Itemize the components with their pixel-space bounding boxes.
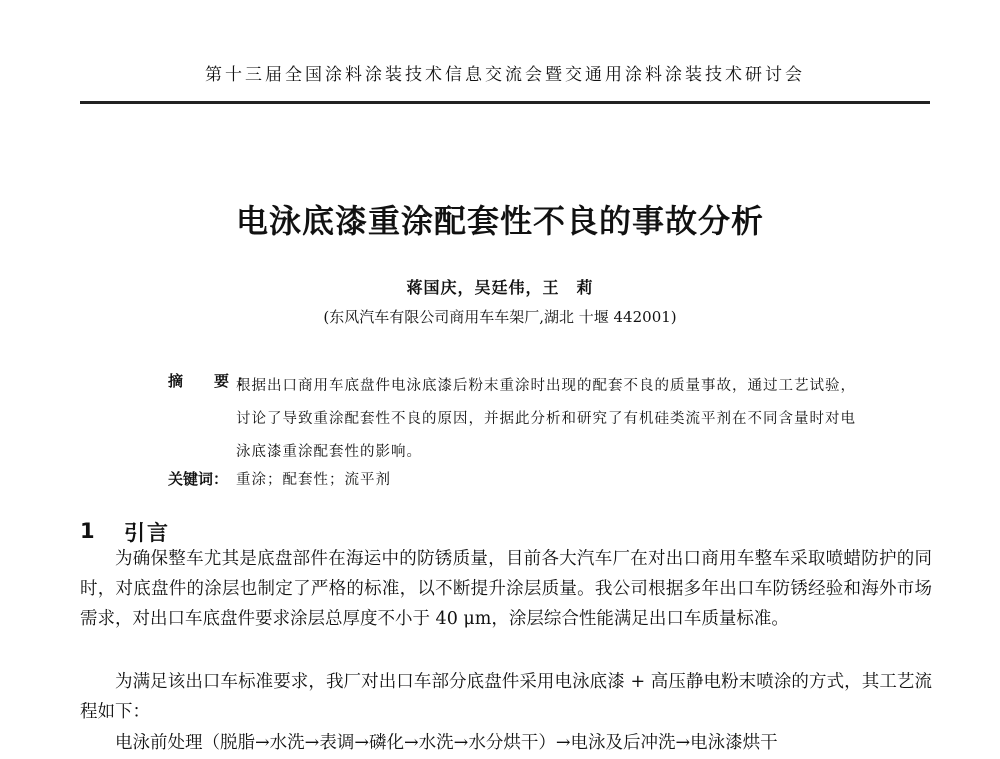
section-title: 引言 [124,521,170,545]
keywords-label: 关键词： [168,470,229,488]
abstract-label: 摘 要： [168,372,261,390]
section-number: 1 [80,519,95,543]
header-rule [80,101,930,104]
running-header: 第十三届全国涂料涂装技术信息交流会暨交通用涂料涂装技术研讨会 [205,65,805,85]
abstract-text: 根据出口商用车底盘件电泳底漆后粉末重涂时出现的配套不良的质量事故，通过工艺试验，讨论了导致重涂配套性不良的原因，并据此分析和研究了有机硅类流平剂在不同含量时对电泳底漆重涂配套性的影响。 [236,378,856,460]
body-paragraph: 为确保整车尤其是底盘部件在海运中的防锈质量，目前各大汽车厂在对出口商用车整车采取喷蜡防护的同时，对底盘件的涂层也制定了严格的标准，以不断提升涂层质量。我公司根据多年出口车防锈经验和海外市场需求，对出口车底盘件要求涂层总厚度不小于 40 μm，涂层综合性能满足出口车质量标准。 [80,549,932,629]
body-paragraph: 为满足该出口车标准要求，我厂对出口车部分底盘件采用电泳底漆 + 高压静电粉末喷涂的方式，其工艺流程如下： [80,672,932,722]
keywords-text: 重涂；配套性；流平剂 [236,472,391,488]
body-paragraph: 电泳前处理（脱脂→水洗→表调→磷化→水洗→水分烘干）→电泳及后冲洗→电泳漆烘干 [115,733,778,753]
author-affiliation: (东风汽车有限公司商用车车架厂,湖北 十堰 442001) [323,308,677,326]
author-list: 蒋国庆，吴廷伟，王 莉 [406,278,594,297]
article-title: 电泳底漆重涂配套性不良的事故分析 [235,202,764,240]
